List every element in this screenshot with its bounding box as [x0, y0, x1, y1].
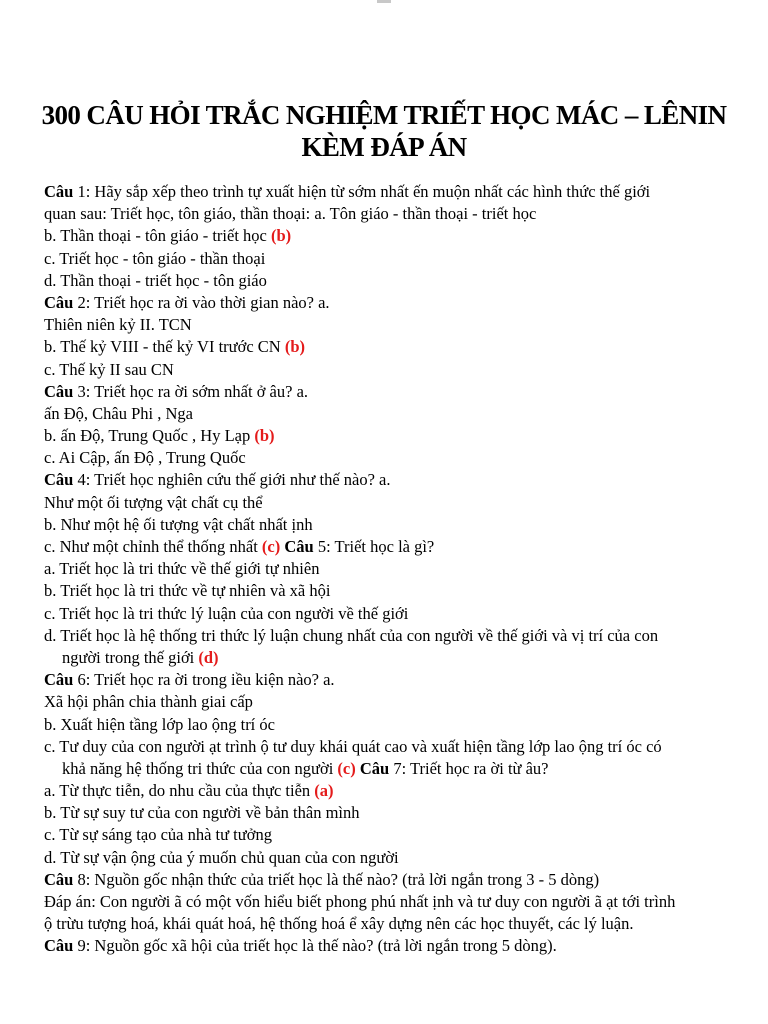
question-text: 8: Nguồn gốc nhận thức của triết học là thế nào? (trả lời ngắn trong 3 - 5 dòng) [73, 869, 600, 889]
document-subtitle: KÈM ĐÁP ÁN [301, 132, 467, 162]
line-text: c. Tư duy của con người ạt trình ộ tư duy khái quát cao và xuất hiện tầng lớp lao ộng trí óc có [44, 736, 662, 756]
question-text: 1: Hãy sắp xếp theo trình tự xuất hiện từ sớm nhất ến muộn nhất các hình thức thế giới [73, 182, 651, 201]
document-line [44, 580, 734, 602]
document-line [44, 714, 734, 736]
question-label: Câu [44, 670, 74, 690]
line-text: d. Thần thoại - triết học - tôn giáo [44, 270, 267, 290]
question-text: 9: Nguồn gốc xã hội của triết học là thế nào? (trả lời ngắn trong 5 dòng). [73, 936, 557, 956]
document-title: 300 CÂU HỎI TRẮC NGHIỆM TRIẾT HỌC MÁC – LÊNIN [41, 100, 727, 130]
question-text: 4: Triết học nghiên cứu thế giới như thế nào? a. [73, 470, 391, 490]
answer-key: (b) [270, 226, 292, 246]
line-text: quan sau: Triết học, tôn giáo, thần thoại: a. Tôn giáo - thần thoại - triết học [44, 204, 537, 224]
answer-key: (b) [284, 337, 306, 357]
document-line [44, 403, 734, 425]
document-line [44, 203, 734, 225]
question-label: Câu [355, 758, 390, 778]
document-body [44, 181, 734, 958]
document-line [44, 492, 734, 514]
document-line [44, 780, 734, 802]
line-text: b. Thế kỷ VIII - thế kỷ VI trước CN [44, 337, 285, 357]
question-text: 2: Triết học ra ời vào thời gian nào? a. [73, 292, 330, 312]
question-label: Câu [44, 470, 74, 490]
document-line [44, 425, 734, 447]
document-line [44, 447, 734, 469]
line-text: b. Xuất hiện tầng lớp lao ộng trí óc [44, 714, 275, 734]
line-text: khả năng hệ thống tri thức của con người [62, 758, 338, 778]
line-text: c. Từ sự sáng tạo của nhà tư tưởng [44, 825, 272, 845]
question-line [44, 935, 734, 957]
line-text: b. Từ sự suy tư của con người về bản thân mình [44, 803, 360, 823]
line-text: a. Từ thực tiễn, do nhu cầu của thực tiễn [44, 781, 315, 801]
document-line [44, 536, 734, 558]
document-line [44, 314, 734, 336]
line-text: Xã hội phân chia thành giai cấp [44, 692, 253, 712]
document-line [44, 336, 734, 358]
question-line [44, 381, 734, 403]
question-label: Câu [44, 292, 74, 312]
line-text: Đáp án: Con người ã có một vốn hiểu biết phong phú nhất ịnh và tư duy con người ã ạt tới trình [44, 892, 676, 911]
line-text: c. Thế kỷ II sau CN [44, 359, 174, 379]
document-line [44, 625, 734, 647]
question-label: Câu [44, 936, 74, 956]
question-line [44, 669, 734, 691]
answer-key: (b) [254, 426, 275, 446]
answer-key: (d) [198, 647, 219, 667]
document-line [44, 248, 734, 270]
question-text: 3: Triết học ra ời sớm nhất ở âu? a. [73, 381, 309, 401]
answer-key: (a) [314, 781, 334, 801]
line-text: b. Thần thoại - tôn giáo - triết học [44, 226, 271, 246]
document-line [44, 736, 734, 758]
document-line [44, 913, 734, 935]
question-line [44, 469, 734, 491]
document-line [44, 691, 734, 713]
question-line [44, 181, 734, 203]
document-line [44, 359, 734, 381]
question-label: Câu [44, 869, 74, 889]
document-line [44, 847, 734, 869]
document-line [44, 824, 734, 846]
line-text: ộ trừu tượng hoá, khái quát hoá, hệ thống hoá ể xây dựng nên các học thuyết, các lý luận. [44, 914, 634, 934]
line-text: a. Triết học là tri thức về thế giới tự nhiên [44, 559, 320, 579]
document-line [44, 758, 734, 780]
question-text: 7: Triết học ra ời từ âu? [389, 758, 549, 778]
document-line [44, 225, 734, 247]
question-text: 6: Triết học ra ời trong iều kiện nào? a. [73, 670, 335, 690]
line-text: Thiên niên kỷ II. TCN [44, 315, 192, 335]
document-line [44, 802, 734, 824]
question-label: Câu [44, 182, 74, 201]
question-line [44, 292, 734, 314]
line-text: b. Triết học là tri thức về tự nhiên và xã hội [44, 581, 331, 601]
line-text: c. Triết học - tôn giáo - thần thoại [44, 248, 266, 268]
line-text: ấn Độ, Châu Phi , Nga [44, 403, 193, 423]
answer-key: (c) [337, 758, 356, 778]
page-top-marker [377, 0, 391, 3]
line-text: d. Từ sự vận ộng của ý muốn chủ quan của con người [44, 847, 399, 867]
question-text: 5: Triết học là gì? [313, 537, 435, 556]
question-label: Câu [44, 381, 74, 401]
document-line [44, 270, 734, 292]
line-text: c. Như một chỉnh thể thống nhất [44, 537, 262, 556]
question-line [44, 869, 734, 891]
document-line [44, 558, 734, 580]
line-text: người trong thế giới [62, 647, 199, 667]
document-line [44, 514, 734, 536]
line-text: Như một ối tượng vật chất cụ thể [44, 492, 263, 512]
document-line [44, 603, 734, 625]
document-line [44, 891, 734, 913]
answer-key: (c) [261, 537, 281, 556]
document-line [44, 647, 734, 669]
line-text: b. Như một hệ ối tượng vật chất nhất ịnh [44, 514, 313, 534]
line-text: d. Triết học là hệ thống tri thức lý luận chung nhất của con người về thế giới và vị trí của con [44, 625, 659, 645]
line-text: b. ấn Độ, Trung Quốc , Hy Lạp [44, 426, 255, 446]
line-text: c. Triết học là tri thức lý luận của con người về thế giới [44, 603, 409, 623]
question-label: Câu [280, 537, 314, 556]
line-text: c. Ai Cập, ấn Độ , Trung Quốc [44, 448, 246, 468]
